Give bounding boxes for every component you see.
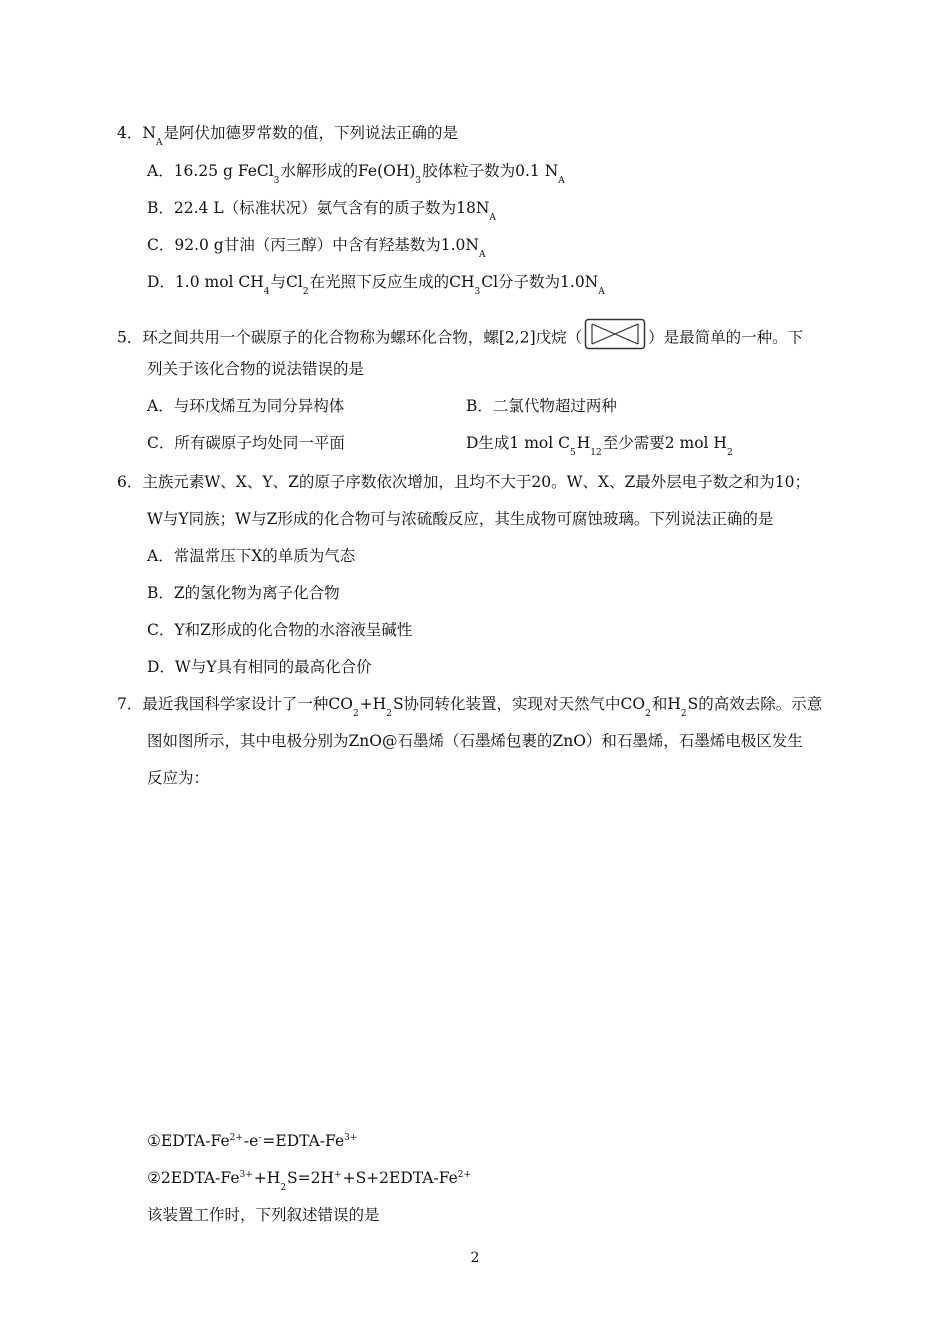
- q7-stem-line3: 反应为：: [147, 769, 210, 787]
- q5-option-b: B．二氯代物超过两种: [466, 397, 617, 415]
- q6-number: 6．: [117, 473, 143, 491]
- q5-stem: 5．环之间共用一个碳原子的化合物称为螺环化合物，螺[2,2]戊烷（ ）是最简单的一种。下: [117, 322, 803, 355]
- q7-reaction-2: $②2EDTA-Fe^{3+}+H_2S=2H^++S+2EDTA-Fe^{2+}$: [147, 1169, 472, 1193]
- q5-option-c: C．所有碳原子均处同一平面: [147, 434, 345, 452]
- q6-option-c: C．Y和Z形成的化合物的水溶液呈碱性: [147, 621, 413, 639]
- q4-option-a: A．16.25 g FeCl$_3$水解形成的$Fe(OH)_3$胶体粒子数为0.1 $N_A$: [147, 162, 565, 186]
- q7-question-line: 该装置工作时，下列叙述错误的是: [147, 1206, 380, 1224]
- q7-stem-line2: 图如图所示，其中电极分别为ZnO@石墨烯（石墨烯包裹的ZnO）和石墨烯，石墨烯电极区发生: [147, 732, 803, 750]
- q4-option-c: C．92.0 g甘油（丙三醇）中含有羟基数为$1.0N_A$: [147, 236, 486, 260]
- page-number: 2: [470, 1250, 480, 1266]
- q7-number: 7．: [117, 695, 143, 713]
- q6-stem-line2: W与Y同族；W与Z形成的化合物可与浓硫酸反应，其生成物可腐蚀玻璃。下列说法正确的是: [147, 510, 774, 528]
- q6-option-b: B．Z的氢化物为离子化合物: [147, 584, 340, 602]
- q5-option-d: D生成1 mol $C_5H_{12}$至少需要2 mol $H_2$: [466, 434, 733, 458]
- q5-stem-line2: 列关于该化合物的说法错误的是: [147, 360, 365, 378]
- q4-number: 4．: [117, 124, 143, 142]
- q6-stem: 6．主族元素W、X、Y、Z的原子序数依次增加，且均不大于20。W、X、Z最外层电子数之和为10；: [117, 473, 811, 491]
- q5-number: 5．: [117, 328, 143, 347]
- q5-option-a: A．与环戊烯互为同分异构体: [147, 397, 345, 415]
- q6-option-d: D．W与Y具有相同的最高化合价: [147, 658, 372, 676]
- q6-option-a: A．常温常压下X的单质为气态: [147, 547, 356, 565]
- q4-stem: 4．$N_A$是阿伏加德罗常数的值，下列说法正确的是: [117, 124, 458, 148]
- q7-stem: 7．最近我国科学家设计了一种$CO_2+H_2S$协同转化装置，实现对天然气中$CO_2$和$H_2S$的高效去除。示意: [117, 695, 823, 719]
- q4-option-b: B．22.4 L（标准状况）氨气含有的质子数为$18N_A$: [147, 199, 496, 223]
- spiropentane-structure-icon: [584, 318, 646, 355]
- q4-option-d: D．1.0 mol $CH_4$与$Cl_2$在光照下反应生成的$CH_3Cl$分子数为$1.0N_A$: [147, 273, 605, 297]
- q7-reaction-1: ①EDTA-$Fe^{2+}-e^-=EDTA-Fe^{3+}$: [147, 1132, 358, 1150]
